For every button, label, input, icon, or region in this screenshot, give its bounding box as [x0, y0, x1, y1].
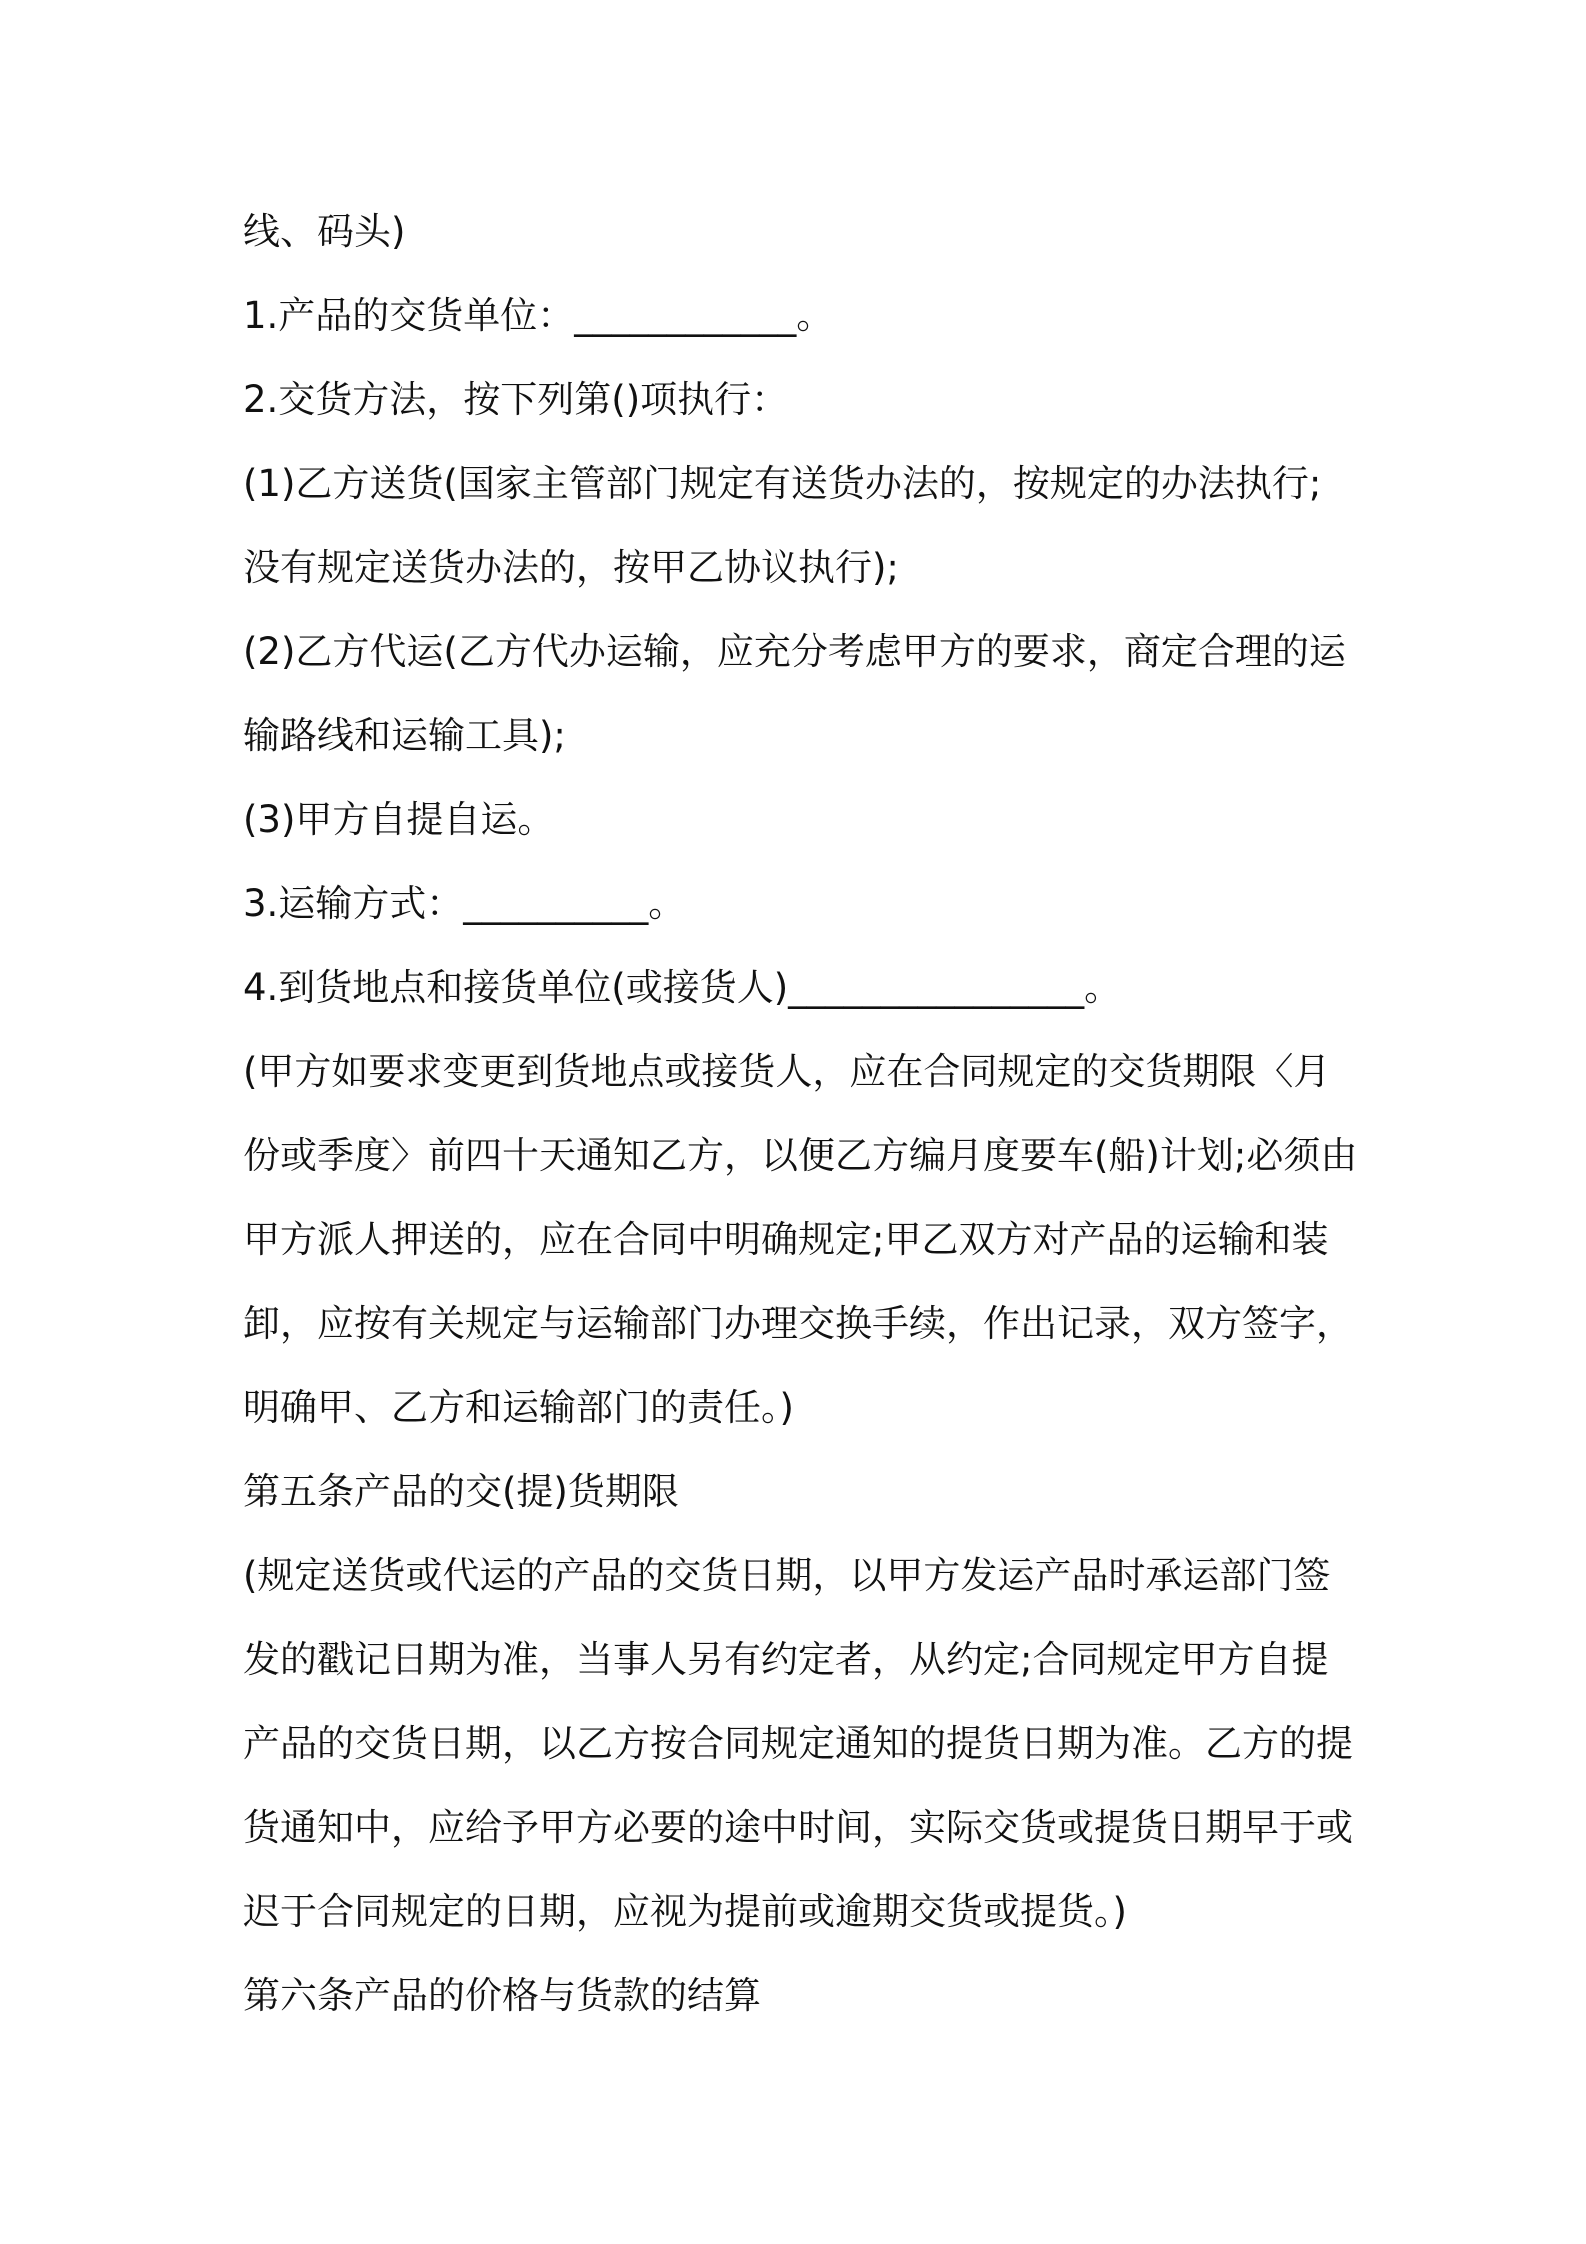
- text-line: 1.产品的交货单位：____________。: [243, 294, 834, 337]
- text-line: 货通知中，应给予甲方必要的途中时间，实际交货或提货日期早于或: [243, 1806, 1353, 1849]
- text-line: 4.到货地点和接货单位(或接货人)________________。: [243, 966, 1122, 1009]
- text-line: 3.运输方式：__________。: [243, 882, 686, 925]
- text-line: 卸，应按有关规定与运输部门办理交换手续，作出记录，双方签字，: [243, 1302, 1353, 1345]
- text-line: 输路线和运输工具);: [243, 714, 566, 757]
- text-line: 线、码头): [243, 210, 406, 253]
- text-line: (3)甲方自提自运。: [243, 798, 555, 841]
- text-line: 甲方派人押送的，应在合同中明确规定;甲乙双方对产品的运输和装: [243, 1218, 1329, 1261]
- text-line: 明确甲、乙方和运输部门的责任。): [243, 1386, 794, 1429]
- section-heading: 第六条产品的价格与货款的结算: [243, 1974, 761, 2017]
- text-line: (2)乙方代运(乙方代办运输，应充分考虑甲方的要求，商定合理的运: [243, 630, 1346, 673]
- text-line: (甲方如要求变更到货地点或接货人，应在合同规定的交货期限〈月: [243, 1050, 1331, 1093]
- text-line: 迟于合同规定的日期，应视为提前或逾期交货或提货。): [243, 1890, 1127, 1933]
- text-line: 份或季度〉前四十天通知乙方，以便乙方编月度要车(船)计划;必须由: [243, 1134, 1358, 1177]
- text-line: (1)乙方送货(国家主管部门规定有送货办法的，按规定的办法执行;: [243, 462, 1322, 505]
- contract-text-body: [243, 190, 1363, 2038]
- text-line: 2.交货方法，按下列第()项执行：: [243, 378, 789, 421]
- section-heading: 第五条产品的交(提)货期限: [243, 1470, 679, 1513]
- text-line: 产品的交货日期，以乙方按合同规定通知的提货日期为准。乙方的提: [243, 1722, 1353, 1765]
- text-line: 没有规定送货办法的，按甲乙协议执行);: [243, 546, 899, 589]
- text-line: (规定送货或代运的产品的交货日期，以甲方发运产品时承运部门签: [243, 1554, 1331, 1597]
- text-line: 发的戳记日期为准，当事人另有约定者，从约定;合同规定甲方自提: [243, 1638, 1329, 1681]
